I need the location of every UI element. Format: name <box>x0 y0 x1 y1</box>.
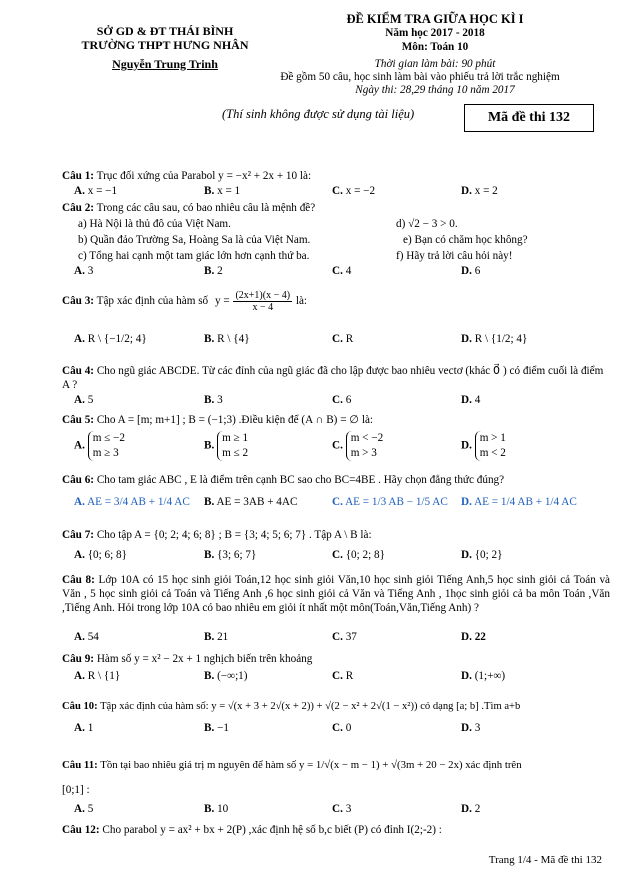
question-3: Câu 3: Tập xác định của hàm số y = $\frac{(2x+1)(x - 4)}{x - 4}$ là: <box>62 290 308 313</box>
question-10: Câu 10: Tập xác định của hàm số: y = √(x + 3 + 2√(x + 2)) + √(2 − x² + 2√(1 − x²)) có dạng [a; b] .Tìm a+b <box>62 701 521 712</box>
q3-option-d[interactable]: D. R \ {1/2; 4} <box>461 333 528 345</box>
question-label: Câu 1: <box>62 170 95 182</box>
q4-option-a[interactable]: A. 5 <box>74 394 94 406</box>
q3-option-b[interactable]: B. R \ {4} <box>204 333 250 345</box>
duration: Thời gian làm bài: 90 phút <box>374 58 496 70</box>
q1-option-a[interactable]: A. x = −1 <box>74 185 118 197</box>
q1-option-d[interactable]: D. x = 2 <box>461 185 498 197</box>
q3-option-c[interactable]: C. R <box>332 333 354 345</box>
page-footer: Trang 1/4 - Mã đề thi 132 <box>488 854 602 866</box>
question-2: Câu 2: Trong các câu sau, có bao nhiêu câu là mệnh đề? <box>62 202 316 214</box>
exam-note: Đề gồm 50 câu, học sinh làm bài vào phiếu trả lời trắc nghiệm <box>280 71 560 83</box>
q2-statement-d: d) √2 − 3 > 0. <box>396 218 458 230</box>
q11-option-b[interactable]: B. 10 <box>204 803 229 815</box>
q5-option-b[interactable]: B. m ≥ 1 m ≤ 2 <box>204 432 249 459</box>
exam-code: Mã đề thi 132 <box>487 110 571 125</box>
q11-option-d[interactable]: D. 2 <box>461 803 481 815</box>
q6-option-a[interactable]: A. AE = 3/4 AB + 1/4 AC <box>74 496 190 508</box>
q3-option-a[interactable]: A. R \ {−1/2; 4} <box>74 333 147 345</box>
q10-option-a[interactable]: A. 1 <box>74 722 94 734</box>
q2-statement-e: e) Bạn có chăm học không? <box>403 234 528 246</box>
q2-statement-b: b) Quần đảo Trường Sa, Hoàng Sa là của Việt Nam. <box>78 234 311 246</box>
q7-option-b[interactable]: B. {3; 6; 7} <box>204 549 257 561</box>
q2-option-d[interactable]: D. 6 <box>461 265 481 277</box>
no-docs-note: (Thí sinh không được sử dụng tài liệu) <box>222 107 415 121</box>
q7-option-c[interactable]: C. {0; 2; 8} <box>332 549 386 561</box>
q10-option-b[interactable]: B. −1 <box>204 722 229 734</box>
q6-option-d[interactable]: D. AE = 1/4 AB + 1/4 AC <box>461 496 577 508</box>
q2-statement-c: c) Tổng hai cạnh một tam giác lớn hơn cạnh thứ ba. <box>78 250 310 262</box>
q10-option-d[interactable]: D. 3 <box>461 722 481 734</box>
q6-option-c[interactable]: C. AE = 1/3 AB − 1/5 AC <box>332 496 448 508</box>
q8-option-a[interactable]: A. 54 <box>74 631 99 643</box>
q2-option-c[interactable]: C. 4 <box>332 265 352 277</box>
question-11: Câu 11: Tồn tại bao nhiêu giá trị m nguyên để hàm số y = 1/√(x − m − 1) + √(3m + 20 − 2x) xác định trên <box>62 759 522 771</box>
q2-option-b[interactable]: B. 2 <box>204 265 223 277</box>
q2-statement-a: a) Hà Nội là thủ đô của Việt Nam. <box>78 218 231 230</box>
exam-date: Ngày thi: 28,29 tháng 10 năm 2017 <box>355 84 515 96</box>
question-5: Câu 5: Cho A = [m; m+1] ; B = (−1;3) .Điều kiện để (A ∩ B) = ∅ là: <box>62 414 374 426</box>
q1-option-c[interactable]: C. x = −2 <box>332 185 376 197</box>
q11-option-c[interactable]: C. 3 <box>332 803 352 815</box>
q7-option-a[interactable]: A. {0; 6; 8} <box>74 549 128 561</box>
school-year: Năm học 2017 - 2018 <box>385 27 485 39</box>
q2-statement-f: f) Hãy trả lời câu hỏi này! <box>396 250 513 262</box>
school-name: TRƯỜNG THPT HƯNG NHÂN <box>81 38 249 52</box>
q4-option-c[interactable]: C. 6 <box>332 394 352 406</box>
department-name: SỞ GD & ĐT THÁI BÌNH <box>96 24 234 38</box>
q10-option-c[interactable]: C. 0 <box>332 722 352 734</box>
q9-option-c[interactable]: C. R <box>332 670 354 682</box>
question-7: Câu 7: Cho tập A = {0; 2; 4; 6; 8} ; B = {3; 4; 5; 6; 7} . Tập A \ B là: <box>62 529 372 541</box>
exam-title: ĐỀ KIỂM TRA GIỮA HỌC KÌ I <box>346 12 524 26</box>
question-9: Câu 9: Hàm số y = x² − 2x + 1 nghịch biến trên khoảng <box>62 653 313 665</box>
subject: Môn: Toán 10 <box>401 41 469 53</box>
question-text: Trục đối xứng của Parabol y = −x² + 2x + 10 là: <box>96 170 312 182</box>
q4-option-b[interactable]: B. 3 <box>204 394 223 406</box>
q8-option-c[interactable]: C. 37 <box>332 631 357 643</box>
q5-option-a[interactable]: A. m ≤ −2 m ≥ 3 <box>74 432 126 459</box>
question-6: Câu 6: Cho tam giác ABC , E là điểm trên cạnh BC sao cho BC=4BE . Hãy chọn đẳng thức đúng? <box>62 474 505 486</box>
q5-option-d[interactable]: D. m > 1 m < 2 <box>461 432 506 459</box>
question-4: Câu 4: Cho ngũ giác ABCDE. Từ các đỉnh của ngũ giác đã cho lập được bao nhiêu vectơ (khác 0⃗ ) có điểm cuối là điểm A ? <box>62 365 604 391</box>
q7-option-d[interactable]: D. {0; 2} <box>461 549 503 561</box>
q9-option-d[interactable]: D. (1;+∞) <box>461 670 506 682</box>
exam-code-box <box>464 104 594 132</box>
q1-option-b[interactable]: B. x = 1 <box>204 185 241 197</box>
q5-option-c[interactable]: C. m < −2 m > 3 <box>332 432 384 459</box>
q2-option-a[interactable]: A. 3 <box>74 265 94 277</box>
q9-option-a[interactable]: A. R \ {1} <box>74 670 121 682</box>
q6-option-b[interactable]: B. AE = 3AB + 4AC <box>204 496 298 508</box>
question-8: Câu 8: Lớp 10A có 15 học sinh giỏi Toán,12 học sinh giỏi Văn,10 học sinh giỏi Tiếng Anh,5 học sinh giỏi cả Toán và Văn , 5 học sinh giỏi cả Toán và Tiếng Anh ,6 học sinh giỏi cả Văn và Tiếng Anh , 1học sinh giỏi cả ba môn Toán ,Văn ,Tiếng Anh. Hỏi trong lớp 10A có bao nhiêu em giỏi ít nhất một môn(Toán,Văn,Tiếng Anh) ? <box>62 574 611 614</box>
q8-option-d[interactable]: D. 22 <box>461 631 486 643</box>
q4-option-d[interactable]: D. 4 <box>461 394 481 406</box>
q8-option-b[interactable]: B. 21 <box>204 631 229 643</box>
question-1 <box>62 169 610 183</box>
question-11-domain: [0;1] : <box>62 784 90 796</box>
question-12: Câu 12: Cho parabol y = ax² + bx + 2(P) ,xác định hệ số b,c biết (P) có đỉnh I(2;-2) : <box>62 824 442 836</box>
q11-option-a[interactable]: A. 5 <box>74 803 94 815</box>
author-name: Nguyễn Trung Trinh <box>112 57 218 71</box>
q9-option-b[interactable]: B. (−∞;1) <box>204 670 248 682</box>
